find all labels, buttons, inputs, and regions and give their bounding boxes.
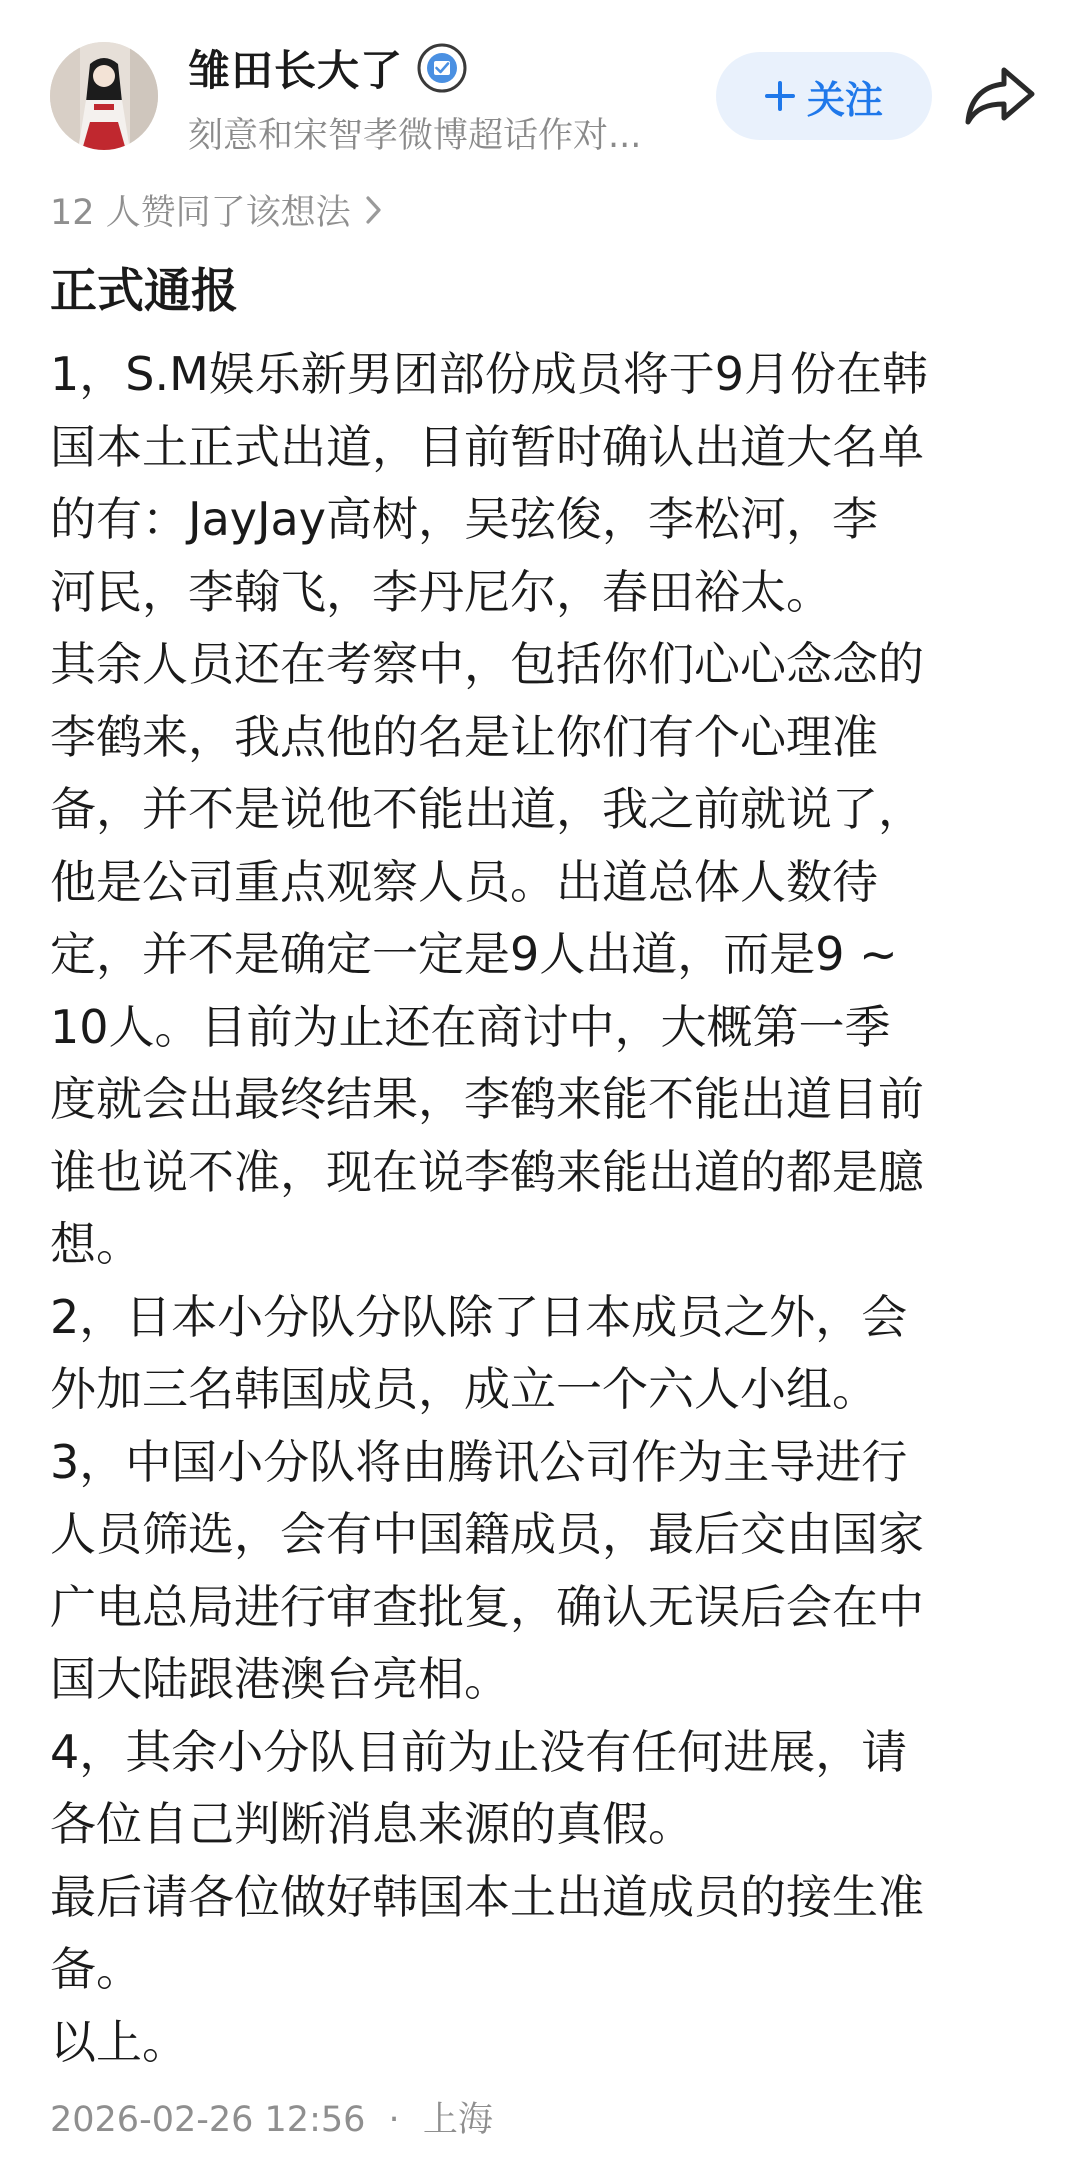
- post-line: 最后请各位做好韩国本土出道成员的接生准: [50, 1869, 924, 1924]
- follow-label: 关注: [806, 77, 883, 122]
- verified-badge-icon: [417, 43, 467, 93]
- post-line: 人员筛选，会有中国籍成员，最后交由国家: [50, 1507, 924, 1561]
- follow-button[interactable]: [716, 52, 932, 140]
- post-header: [0, 0, 1080, 170]
- author-name-row: [188, 40, 708, 96]
- post-timestamp: 2026-02-26 12:56: [50, 2100, 366, 2140]
- author-subtitle[interactable]: 刻意和宋智孝微博超话作对...: [188, 116, 642, 156]
- post-line: 国大陆跟港澳台亮相。: [50, 1652, 510, 1706]
- meta-separator: ·: [388, 2100, 400, 2140]
- avatar-image: [50, 42, 158, 150]
- post-line: 其余人员还在考察中，包括你们心心念念的: [50, 637, 924, 691]
- post-line: 1，S.M娱乐新男团部份成员将于9月份在韩: [50, 347, 929, 401]
- post-meta: [50, 2092, 493, 2148]
- post-line: 谁也说不准，现在说李鹤来能出道的都是臆: [50, 1144, 924, 1199]
- chevron-right-icon: [363, 192, 385, 228]
- avatar[interactable]: [50, 42, 158, 150]
- likes-text: 12 人赞同了该想法: [50, 193, 351, 233]
- post-line: 河民，李翰飞，李丹尼尔，春田裕太。: [50, 564, 832, 619]
- post-line: 备。: [50, 1942, 142, 1996]
- post-line: 想。: [50, 1217, 142, 1271]
- post-line: 国本土正式出道，目前暂时确认出道大名单: [50, 419, 924, 474]
- post-line: 他是公司重点观察人员。出道总体人数待: [50, 854, 878, 909]
- post-line: 2，日本小分队分队除了日本成员之外，会: [50, 1289, 908, 1344]
- post-line: 以上。: [50, 2014, 188, 2069]
- post-body: [50, 338, 1042, 2078]
- post-line: 各位自己判断消息来源的真假。: [50, 1797, 694, 1851]
- post-line: 的有：JayJay高树，吴弦俊，李松河，李: [50, 492, 878, 546]
- post-line: 度就会出最终结果，李鹤来能不能出道目前: [50, 1072, 924, 1126]
- post-line: 定，并不是确定一定是9人出道，而是9 ~: [50, 927, 898, 981]
- post-line: 李鹤来，我点他的名是让你们有个心理准: [50, 709, 878, 764]
- post-location: 上海: [422, 2100, 493, 2140]
- author-name[interactable]: 雏田长大了: [188, 46, 404, 95]
- likes-summary[interactable]: [50, 182, 385, 238]
- post-line: 3，中国小分队将由腾讯公司作为主导进行: [50, 1434, 908, 1489]
- post-line: 外加三名韩国成员，成立一个六人小组。: [50, 1362, 878, 1416]
- post-line: 备，并不是说他不能出道，我之前就说了，: [50, 782, 924, 836]
- post-line: 广电总局进行审查批复，确认无误后会在中: [50, 1579, 924, 1634]
- post-title: 正式通报: [50, 264, 238, 319]
- post-line: 4，其余小分队目前为止没有任何进展，请: [50, 1724, 908, 1779]
- plus-icon: [765, 81, 795, 111]
- post-line: 10人。目前为止还在商讨中，大概第一季: [50, 999, 891, 1054]
- author-info: [188, 40, 708, 158]
- share-arrow-icon[interactable]: [964, 64, 1036, 128]
